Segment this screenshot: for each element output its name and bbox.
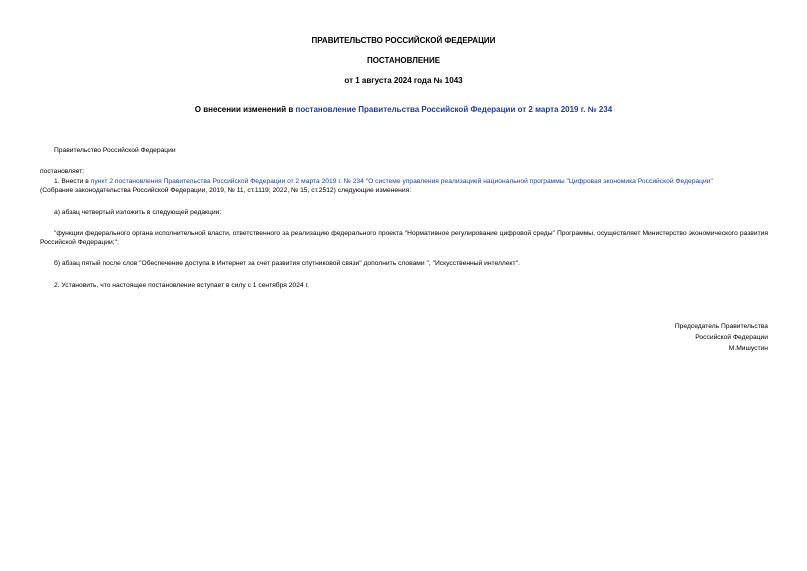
signatory-name: М.Мишустин — [728, 345, 768, 352]
item-1-prefix: 1. Внести в — [54, 178, 91, 185]
amended-decree-link[interactable]: постановление Правительства Российской Федерации от 2 марта 2019 г. № 234 — [295, 105, 613, 114]
item-1-source: (Собрание законодательства Российской Федерации, 2019, № 11, ст.1119; 2022, № 15, ст.2512) следующие изменения: — [40, 187, 412, 194]
new-paragraph-text: "функции федерального органа исполнительной власти, ответственного за реализацию федерального проекта "Нормативное регулирование цифровой среды" Программы, осуществляет Министерство экономического развития Российской Федерации;"; — [40, 230, 768, 246]
sub-item-a: а) абзац четвертый изложить в следующей редакции: — [54, 209, 222, 216]
item-1-line — [54, 177, 713, 186]
amended-clause-link[interactable]: пункт 2 постановления Правительства Российской Федерации от 2 марта 2019 г. № 234 "О системе управления реализацией национальной программы "Цифровая экономика Российской Федерации" — [90, 178, 713, 185]
signatory-position-line-2: Российской Федерации — [695, 334, 768, 341]
issuing-authority: ПРАВИТЕЛЬСТВО РОССИЙСКОЙ ФЕДЕРАЦИИ — [311, 36, 496, 45]
document-date-number: от 1 августа 2024 года № 1043 — [344, 76, 463, 85]
document-title — [0, 105, 807, 115]
document-title-prefix: О внесении изменений в — [194, 105, 296, 114]
sub-item-b: б) абзац пятый после слов "Обеспечение доступа в Интернет за счет развития спутниковой связи" дополнить словами ", "Искусственный интеллект". — [54, 260, 520, 267]
item-2: 2. Установить, что настоящее постановление вступает в силу с 1 сентября 2024 г. — [54, 282, 309, 289]
signatory-position-line-1: Председатель Правительства — [674, 323, 768, 330]
document-type: ПОСТАНОВЛЕНИЕ — [366, 56, 441, 65]
preamble-government: Правительство Российской Федерации — [54, 147, 176, 154]
preamble-decrees: постановляет: — [40, 168, 85, 175]
